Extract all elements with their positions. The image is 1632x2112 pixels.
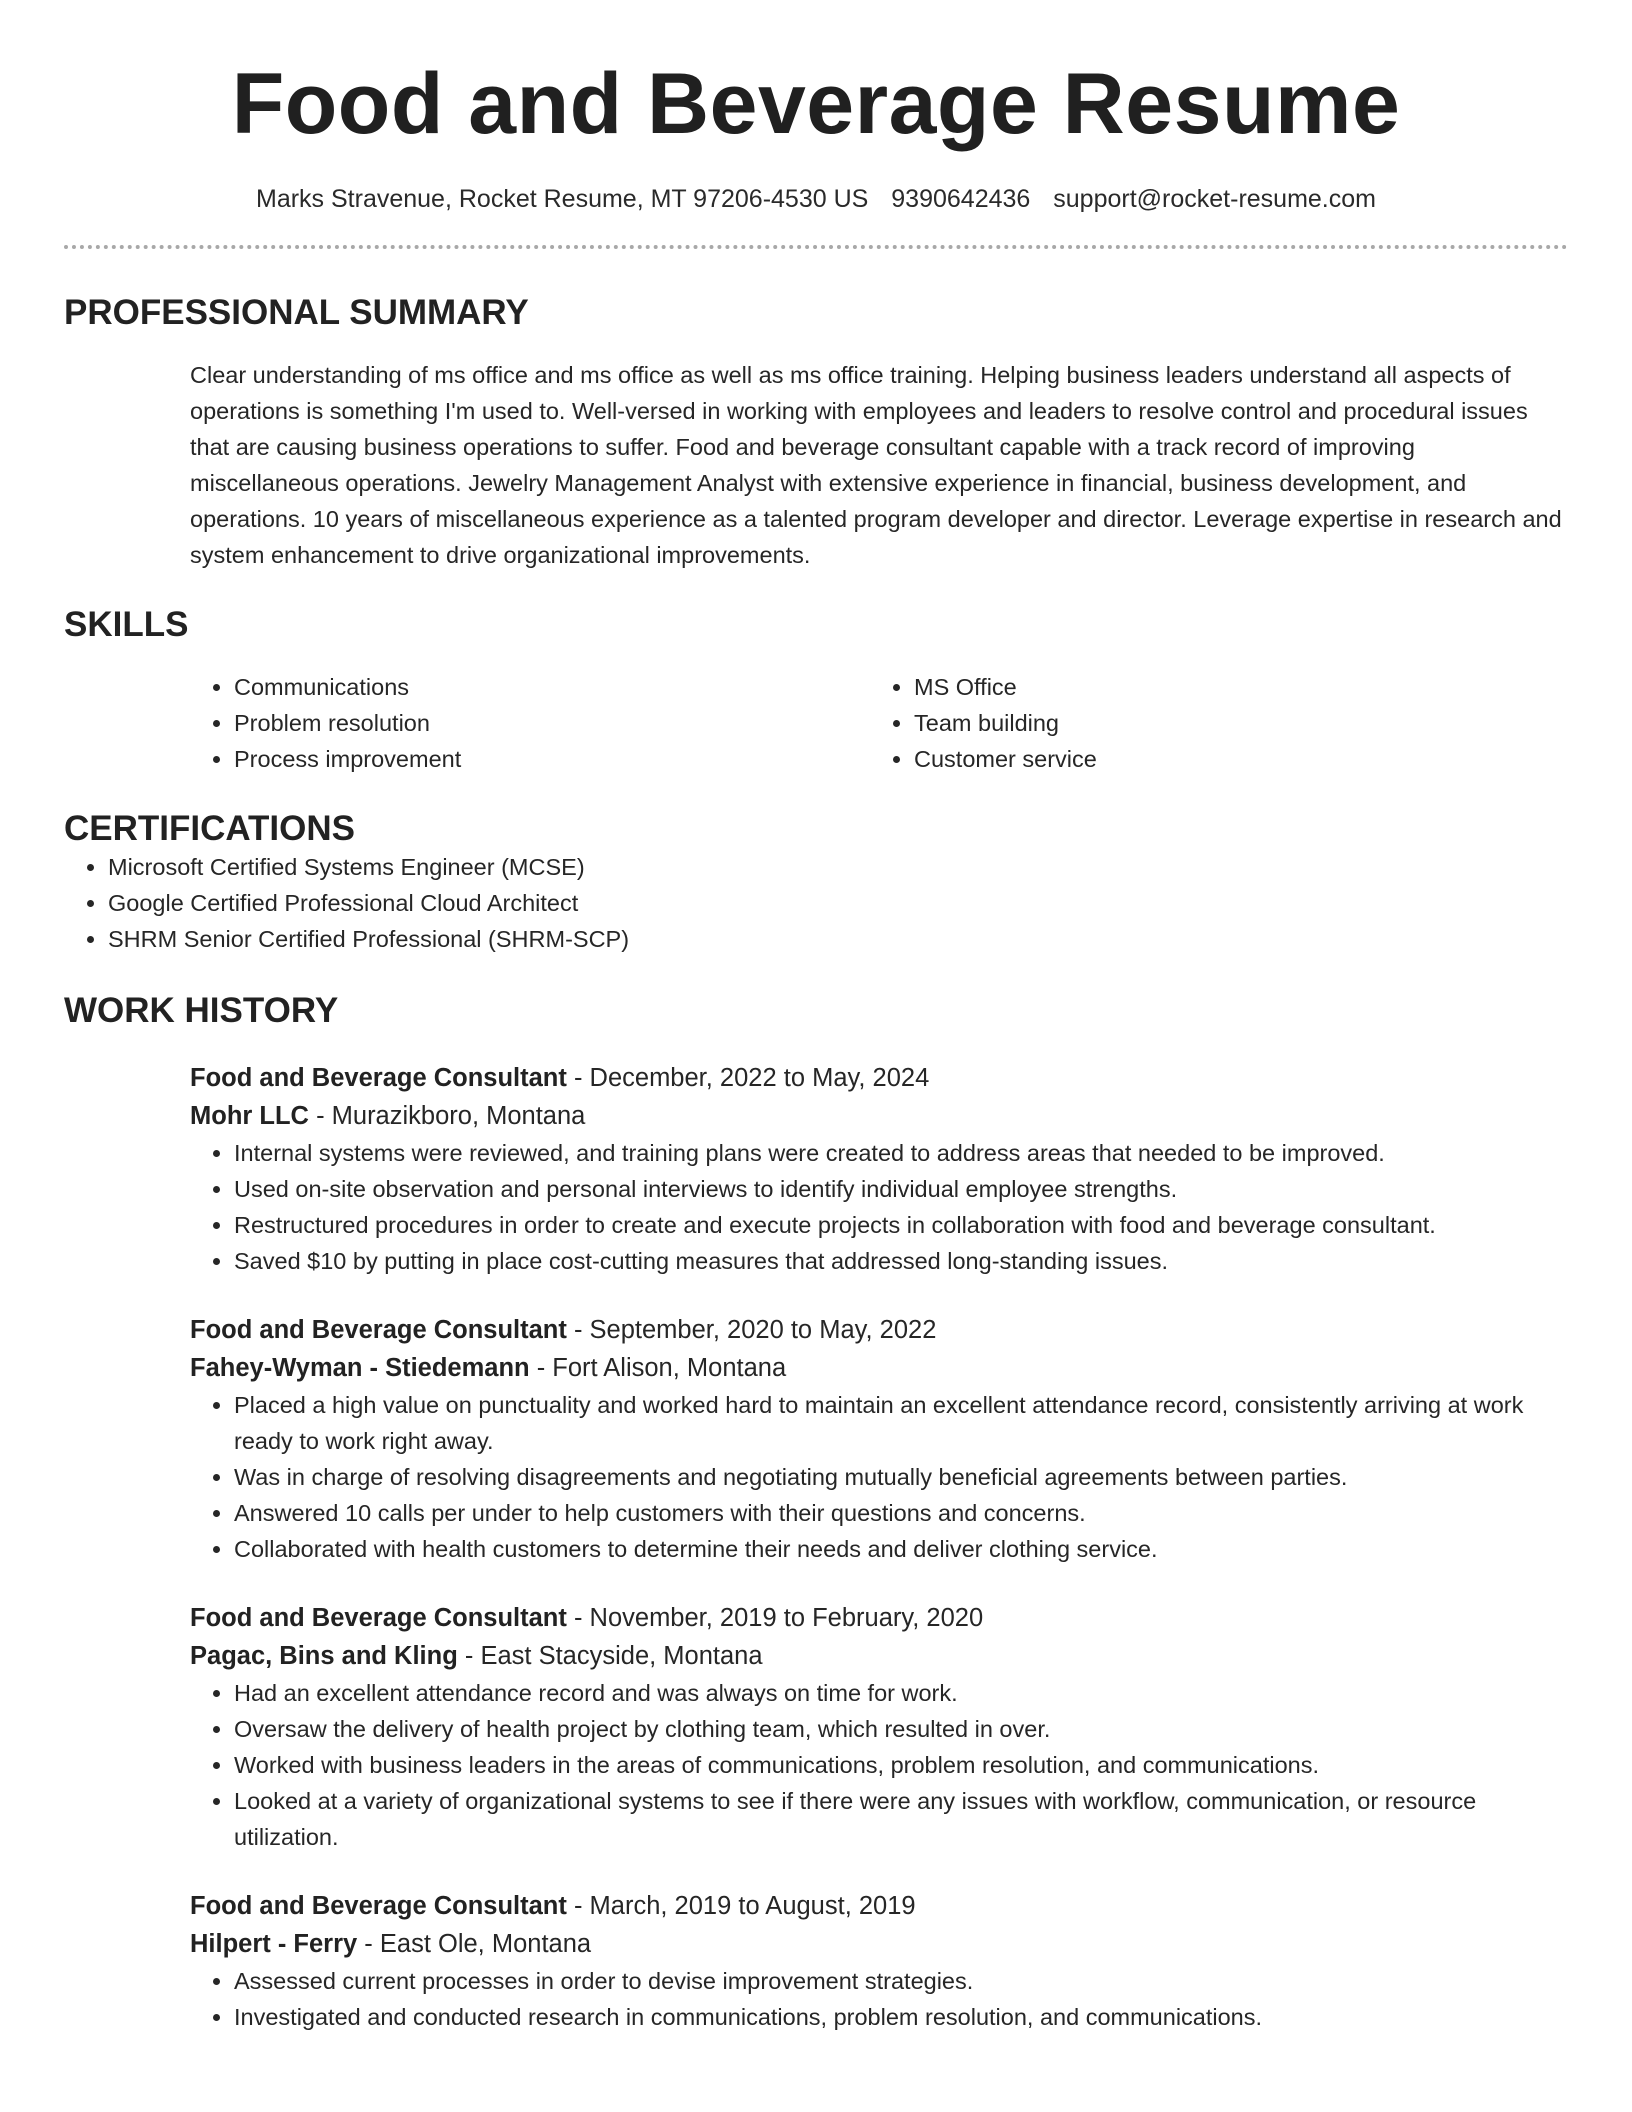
summary-text: Clear understanding of ms office and ms office as well as ms office training. Helping business leaders understand all aspects of operations is something I'm used to. Well-versed in working with employees and leaders to resolve control and procedural issues that are causing business operations to suffer. Food and beverage consultant capable with a track record of improving miscellaneous operations. Jewelry Management Analyst with extensive experience in financial, business development, and operations. 10 years of miscellaneous experience as a talented program developer and director. Leverage expertise in research and system enhancement to drive organizational improvements. — [190, 362, 1562, 568]
job-role: Food and Beverage Consultant — [190, 1604, 567, 1632]
skills-list-right — [870, 669, 1568, 777]
job-dates: - March, 2019 to August, 2019 — [566, 1892, 916, 1920]
job-company-line — [190, 1925, 1568, 1963]
job-bullet: • Placed a high value on punctuality and worked hard to maintain an excellent attendance record, consistently arriving at work ready to work right away. — [234, 1387, 1568, 1459]
job-bullet: • Had an excellent attendance record and was always on time for work. — [234, 1675, 1568, 1711]
job-dates: - November, 2019 to February, 2020 — [566, 1604, 984, 1632]
skills-heading: SKILLS — [64, 605, 189, 644]
job-bullet: • Saved $10 by putting in place cost-cutting measures that addressed long-standing issues. — [234, 1243, 1568, 1279]
skills-list-left — [190, 669, 870, 777]
address: Marks Stravenue, Rocket Resume, MT 97206-4530 US — [256, 185, 869, 213]
skills-grid — [190, 669, 1568, 777]
job-company: Fahey-Wyman - Stiedemann — [190, 1354, 530, 1382]
job-location: - Fort Alison, Montana — [529, 1354, 787, 1382]
job-company-line — [190, 1637, 1568, 1675]
skill-item: • Problem resolution — [234, 705, 870, 741]
job-bullets — [190, 1387, 1568, 1567]
work-history-heading: WORK HISTORY — [64, 991, 339, 1030]
phone: 9390642436 — [891, 185, 1031, 213]
job-entry — [190, 1059, 1568, 1279]
summary-heading: PROFESSIONAL SUMMARY — [64, 293, 529, 332]
job-role-line — [190, 1059, 1568, 1097]
skill-item: • Customer service — [914, 741, 1568, 777]
job-bullet: • Used on-site observation and personal interviews to identify individual employee strengths. — [234, 1171, 1568, 1207]
email[interactable]: support@rocket-resume.com — [1053, 185, 1376, 213]
certification-item: • Microsoft Certified Systems Engineer (MCSE) — [108, 849, 1568, 885]
job-role: Food and Beverage Consultant — [190, 1064, 567, 1092]
job-location: - Murazikboro, Montana — [308, 1102, 586, 1130]
job-company: Mohr LLC — [190, 1102, 309, 1130]
job-bullet: • Oversaw the delivery of health project by clothing team, which resulted in over. — [234, 1711, 1568, 1747]
job-entry — [190, 1311, 1568, 1567]
job-role: Food and Beverage Consultant — [190, 1316, 567, 1344]
job-bullet: • Collaborated with health customers to determine their needs and deliver clothing service. — [234, 1531, 1568, 1567]
job-bullets — [190, 1963, 1568, 2035]
certifications-list — [64, 849, 1568, 957]
job-company-line — [190, 1349, 1568, 1387]
skill-item: • MS Office — [914, 669, 1568, 705]
job-role-line — [190, 1599, 1568, 1637]
job-role: Food and Beverage Consultant — [190, 1892, 567, 1920]
contact-line — [64, 184, 1568, 214]
job-role-line — [190, 1887, 1568, 1925]
job-bullet: • Looked at a variety of organizational systems to see if there were any issues with workflow, communication, or resource utilization. — [234, 1783, 1568, 1855]
job-dates: - September, 2020 to May, 2022 — [566, 1316, 937, 1344]
certification-item: • Google Certified Professional Cloud Architect — [108, 885, 1568, 921]
job-bullet: • Worked with business leaders in the areas of communications, problem resolution, and communications. — [234, 1747, 1568, 1783]
job-company: Hilpert - Ferry — [190, 1930, 358, 1958]
job-bullets — [190, 1675, 1568, 1855]
job-role-line — [190, 1311, 1568, 1349]
certifications-heading: CERTIFICATIONS — [64, 809, 356, 848]
job-company: Pagac, Bins and Kling — [190, 1642, 458, 1670]
resume-title: Food and Beverage Resume — [231, 56, 1401, 152]
job-location: - East Ole, Montana — [357, 1930, 592, 1958]
job-entry — [190, 1599, 1568, 1855]
job-bullet: • Was in charge of resolving disagreements and negotiating mutually beneficial agreements between parties. — [234, 1459, 1568, 1495]
job-bullet: • Answered 10 calls per under to help customers with their questions and concerns. — [234, 1495, 1568, 1531]
job-location: - East Stacyside, Montana — [457, 1642, 763, 1670]
certification-item: • SHRM Senior Certified Professional (SHRM-SCP) — [108, 921, 1568, 957]
job-dates: - December, 2022 to May, 2024 — [566, 1064, 930, 1092]
job-entry — [190, 1887, 1568, 2035]
skill-item: • Process improvement — [234, 741, 870, 777]
skill-item: • Team building — [914, 705, 1568, 741]
job-bullet: • Investigated and conducted research in communications, problem resolution, and communications. — [234, 1999, 1568, 2035]
job-company-line — [190, 1097, 1568, 1135]
job-bullets — [190, 1135, 1568, 1279]
job-bullet: • Assessed current processes in order to devise improvement strategies. — [234, 1963, 1568, 1999]
job-bullet: • Internal systems were reviewed, and training plans were created to address areas that needed to be improved. — [234, 1135, 1568, 1171]
skill-item: • Communications — [234, 669, 870, 705]
job-bullet: • Restructured procedures in order to create and execute projects in collaboration with food and beverage consultant. — [234, 1207, 1568, 1243]
header-divider — [64, 245, 1568, 249]
